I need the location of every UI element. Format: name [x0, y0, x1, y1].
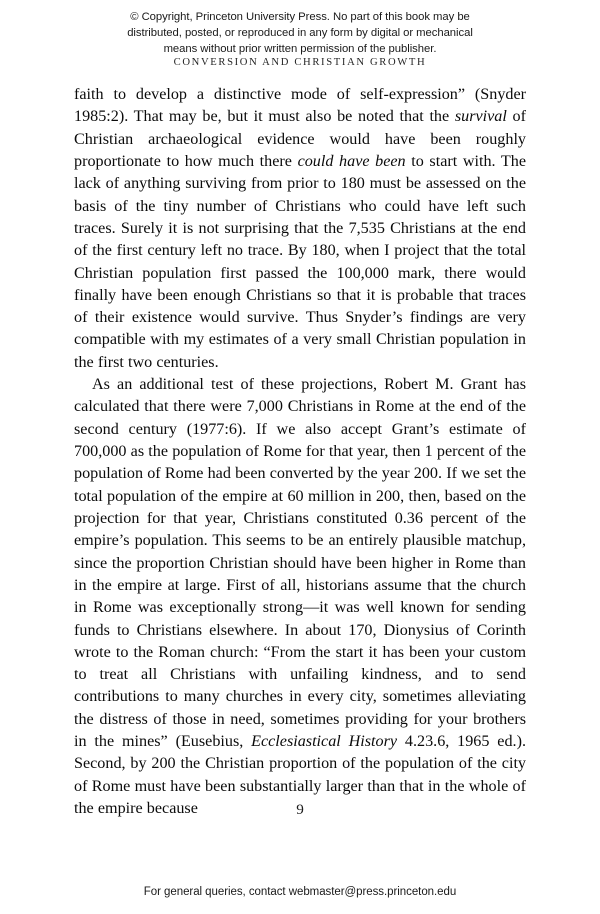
page-number: 9 [296, 801, 304, 818]
paragraph-grant-calculation: As an additional test of these projections, Robert M. Grant has calculated that there were 7,000 Christians in Rome at the end of the second century (1977:6). If we also accept Grant’s estimate of 700,000 as the population of Rome for that year, then 1 percent of the population of Rome had been converted by the year 200. If we set the total population of the empire at 60 million in 200, then, based on the projection for that year, Christians constituted 0.36 percent of the empire’s population. This seems to be an entirely plausible matchup, since the proportion Christian should have been higher in Rome than in the empire at large. First of all, historians assume that the church in Rome was exceptionally strong—it was well known for sending funds to Christians elsewhere. In about 170, Dionysius of Corinth wrote to the Roman church: “From the start it has been your custom to treat all Christians with unfailing kindness, and to send contributions to many churches in every city, sometimes alleviating the distress of those in need, sometimes providing for your brothers in the mines” (Eusebius, Ecclesiastical History 4.23.6, 1965 ed.). Second, by 200 the Christian proportion of the population of the city of Rome must have been substantially larger than that in the whole of the empire because [74, 376, 526, 817]
copyright-line-2: distributed, posted, or reproduced in any form by digital or mechanical [127, 27, 473, 40]
copyright-line-3: means without prior written permission of the publisher. [163, 43, 437, 56]
running-head: CONVERSION AND CHRISTIAN GROWTH [173, 57, 427, 68]
paragraph-continued: faith to develop a distinctive mode of self-expression” (Snyder 1985:2). That may be, but it must also be noted that the survival of Christian archaeological evidence would have been roughly proportionate to how much there could have been to start with. The lack of anything surviving from prior to 180 must be assessed on the basis of the tiny number of Christians who could have left such traces. Surely it is not surprising that the 7,535 Christians at the end of the first century left no trace. By 180, when I project that the total Christian population first passed the 100,000 mark, there would finally have been enough Christians so that it is probable that traces of their existence would survive. Thus Snyder’s findings are very compatible with my estimates of a very small Christian population in the first two centuries. [74, 86, 527, 371]
footer-general-queries: For general queries, contact webmaster@press.princeton.edu [143, 886, 457, 898]
body-text-column [74, 84, 526, 820]
copyright-line-1: © Copyright, Princeton University Press. No part of this book may be [130, 11, 470, 23]
copyright-notice [60, 9, 540, 58]
